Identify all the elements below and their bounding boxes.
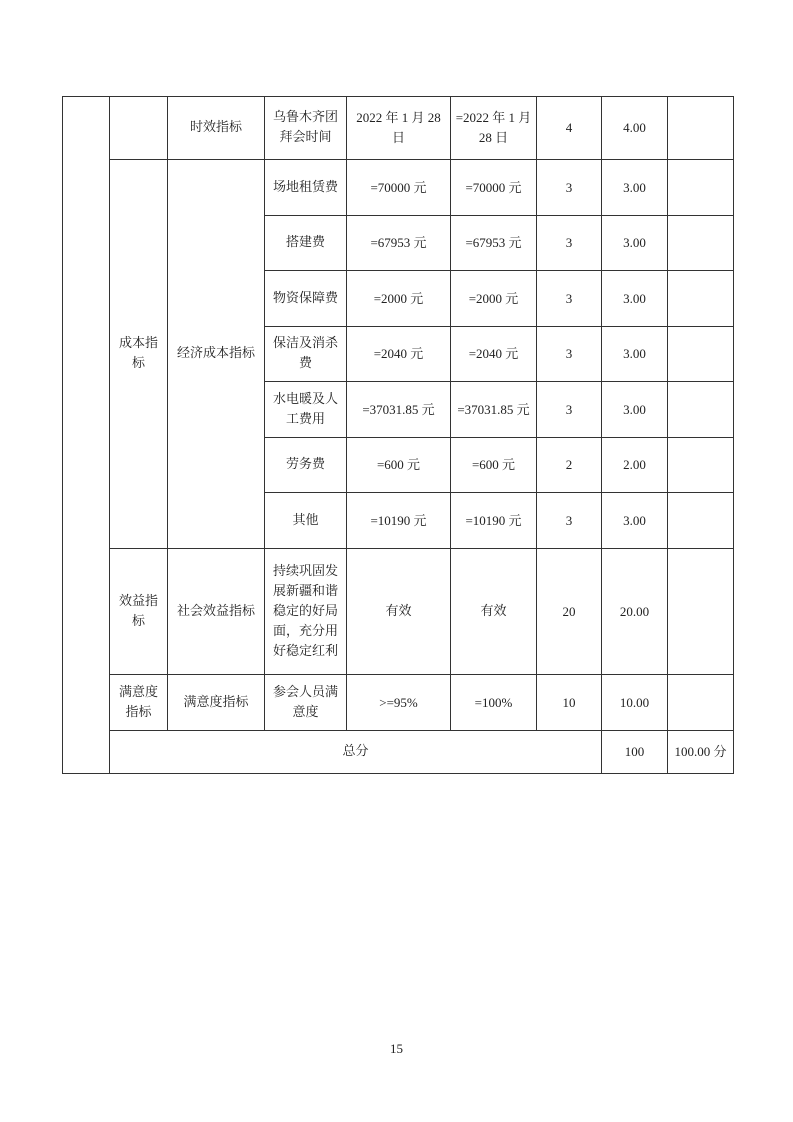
indicator-cell: 场地租赁费 [265, 160, 347, 216]
target-value-cell: =37031.85 元 [347, 382, 451, 438]
level1-cell: 效益指标 [110, 549, 168, 675]
remark-cell [668, 493, 734, 549]
indicator-cell: 参会人员满意度 [265, 675, 347, 731]
remark-cell [668, 271, 734, 327]
total-label-cell: 总分 [110, 731, 602, 774]
target-value-cell: =600 元 [347, 438, 451, 493]
score-cell: 3.00 [602, 271, 668, 327]
weight-cell: 10 [537, 675, 602, 731]
table-row [63, 97, 734, 160]
indicator-cell: 保洁及消杀费 [265, 327, 347, 382]
indicator-cell: 搭建费 [265, 216, 347, 271]
actual-value-cell: =600 元 [451, 438, 537, 493]
target-value-cell: =67953 元 [347, 216, 451, 271]
target-value-cell: 有效 [347, 549, 451, 675]
remark-cell [668, 160, 734, 216]
score-cell: 3.00 [602, 493, 668, 549]
score-cell: 3.00 [602, 216, 668, 271]
level2-cell: 满意度指标 [168, 675, 265, 731]
score-cell: 3.00 [602, 382, 668, 438]
level1-cell: 满意度指标 [110, 675, 168, 731]
score-cell: 20.00 [602, 549, 668, 675]
score-cell: 10.00 [602, 675, 668, 731]
remark-cell [668, 97, 734, 160]
score-cell: 2.00 [602, 438, 668, 493]
indicator-cell: 持续巩固发展新疆和谐稳定的好局面，充分用好稳定红利 [265, 549, 347, 675]
weight-cell: 3 [537, 160, 602, 216]
target-value-cell: =10190 元 [347, 493, 451, 549]
remark-cell [668, 382, 734, 438]
remark-cell [668, 675, 734, 731]
remark-cell [668, 327, 734, 382]
weight-cell: 4 [537, 97, 602, 160]
weight-cell: 3 [537, 493, 602, 549]
actual-value-cell: =2000 元 [451, 271, 537, 327]
indicator-cell: 其他 [265, 493, 347, 549]
level1-category-cell [63, 97, 110, 774]
actual-value-cell: =10190 元 [451, 493, 537, 549]
target-value-cell: =2040 元 [347, 327, 451, 382]
level1-cell: 成本指标 [110, 160, 168, 549]
target-value-cell: =70000 元 [347, 160, 451, 216]
score-cell: 4.00 [602, 97, 668, 160]
actual-value-cell: =100% [451, 675, 537, 731]
indicator-cell: 物资保障费 [265, 271, 347, 327]
indicator-cell: 劳务费 [265, 438, 347, 493]
performance-indicator-table [62, 96, 734, 774]
target-value-cell: 2022 年 1 月 28 日 [347, 97, 451, 160]
weight-cell: 3 [537, 216, 602, 271]
indicator-cell: 水电暖及人工费用 [265, 382, 347, 438]
weight-cell: 3 [537, 271, 602, 327]
actual-value-cell: =37031.85 元 [451, 382, 537, 438]
weight-cell: 2 [537, 438, 602, 493]
remark-cell [668, 438, 734, 493]
weight-cell: 3 [537, 327, 602, 382]
target-value-cell: >=95% [347, 675, 451, 731]
actual-value-cell: =2022 年 1 月 28 日 [451, 97, 537, 160]
actual-value-cell: =67953 元 [451, 216, 537, 271]
actual-value-cell: 有效 [451, 549, 537, 675]
weight-cell: 20 [537, 549, 602, 675]
level2-cell: 时效指标 [168, 97, 265, 160]
actual-value-cell: =2040 元 [451, 327, 537, 382]
total-weight-cell: 100 [602, 731, 668, 774]
score-cell: 3.00 [602, 327, 668, 382]
table-row [63, 160, 734, 216]
level2-cell: 经济成本指标 [168, 160, 265, 549]
indicator-cell: 乌鲁木齐团拜会时间 [265, 97, 347, 160]
actual-value-cell: =70000 元 [451, 160, 537, 216]
level1-blank-cell [110, 97, 168, 160]
remark-cell [668, 549, 734, 675]
target-value-cell: =2000 元 [347, 271, 451, 327]
level2-cell: 社会效益指标 [168, 549, 265, 675]
score-cell: 3.00 [602, 160, 668, 216]
table-row-total [63, 731, 734, 774]
remark-cell [668, 216, 734, 271]
table-row [63, 675, 734, 731]
weight-cell: 3 [537, 382, 602, 438]
table-row [63, 549, 734, 675]
total-score-cell: 100.00 分 [668, 731, 734, 774]
page-number: 15 [390, 1041, 403, 1056]
